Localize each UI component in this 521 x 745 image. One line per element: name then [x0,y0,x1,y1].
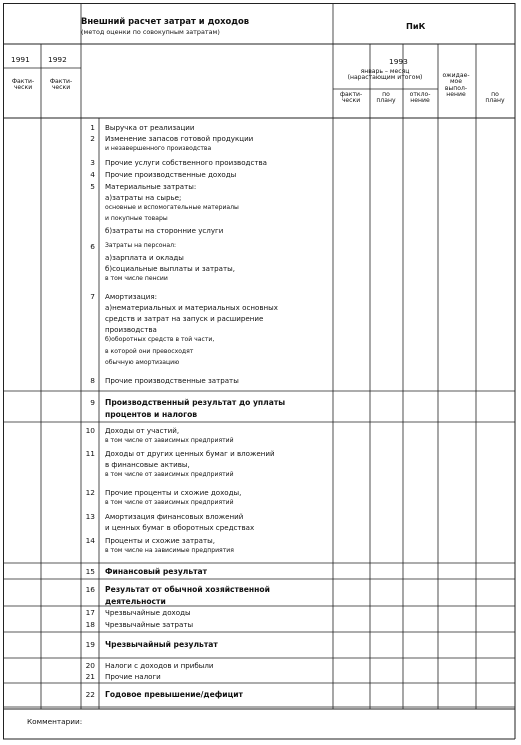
row-label: и незавершенного производства [105,145,212,153]
row-label: в которой они превосходят [105,347,194,355]
form-title: Внешний расчет затрат и доходов [81,16,250,26]
row-label: в том числе пенсии [105,275,168,283]
expected-header: ожидае- мое выпол- нение [442,72,470,99]
row-label: Амортизация финансовых вложений [105,512,244,521]
row-label: Чрезвычайный результат [105,640,218,649]
row-label: Материальные затраты: [105,182,197,191]
period-header: январь – месяц (нарастающим итогом) [347,68,423,82]
row-label: Чрезвычайные затраты [105,620,194,629]
row-number: 15 [85,567,95,576]
row-label: Годовое превышение/дефицит [105,690,243,699]
row-label: а)зарплата и оклады [105,253,184,263]
row-label: деятельности [105,597,166,607]
row-label: Выручка от реализации [105,123,195,132]
row-number: 12 [85,488,95,497]
cost-income-form [3,3,517,741]
year-1993-label: 1993 [389,57,408,66]
row-number: 19 [85,640,95,649]
row-label: производства [105,325,157,335]
row-number: 13 [85,512,95,521]
row-label: Прочие налоги [105,672,161,681]
row-label: Проценты и схожие затраты, [105,536,216,545]
row-label: в том числе от зависимых предприятий [105,471,234,479]
row-label: и ценных бумаг в оборотных средствах [105,523,255,533]
plan-1993-header: по плану [376,91,396,105]
actual-1991-header: Факти- чески [11,78,35,92]
row-label: Изменение запасов готовой продукции [105,134,254,143]
row-label: Чрезвычайные доходы [105,608,191,617]
row-label: Затраты на персонал: [105,242,177,249]
form-code: ПиК [406,21,426,31]
row-number: 9 [90,398,95,407]
row-number: 16 [85,585,95,594]
row-label: Амортизация: [105,292,158,301]
row-label: Доходы от участий, [105,426,180,435]
row-label: Производственный результат до уплаты [105,398,286,407]
row-label: а)затраты на сырье; [105,193,182,203]
row-label: процентов и налогов [105,410,198,420]
row-label: Прочие услуги собственного производства [105,158,267,167]
expected-plan-header: по плану [485,91,505,105]
actual-1992-header: Факти- чески [49,78,73,92]
year-1991-label: 1991 [11,55,30,64]
row-label: а)нематериальных и материальных основных [105,303,278,313]
row-label: в финансовые активы, [105,460,190,470]
row-label: основные и вспомогательные материалы [105,204,239,212]
row-label: и покупные товары [105,215,168,223]
row-label: Прочие производственные затраты [105,376,239,385]
row-label: в том числе на зависимые предприятия [105,547,234,555]
actual-1993-header: факти- чески [339,91,363,105]
row-number: 10 [85,426,95,435]
row-label: Доходы от других ценных бумаг и вложений [105,449,275,458]
row-label: б)затраты на сторонние услуги [105,226,224,236]
row-label: Финансовый результат [105,567,208,576]
row-number: 17 [85,608,95,617]
form-grid-lines [3,3,517,741]
row-label: в том числе от зависимых предприятий [105,499,234,507]
row-label: средств и затрат на запуск и расширение [105,314,264,324]
row-number: 8 [90,376,95,385]
row-label: Прочие проценты и схожие доходы, [105,488,242,497]
row-number: 20 [85,661,95,670]
row-number: 21 [85,672,95,681]
row-label: б)оборотных средств в той части, [105,336,215,344]
row-number: 7 [90,292,95,301]
row-number: 3 [90,158,95,167]
row-label: б)социальные выплаты и затраты, [105,264,235,274]
form-subtitle: (метод оценки по совокупным затратам) [81,28,220,36]
row-label: Прочие производственные доходы [105,170,237,179]
row-number: 22 [85,690,95,699]
row-number: 14 [85,536,95,545]
row-number: 1 [90,123,95,132]
row-number: 11 [85,449,95,458]
row-label: обычную амортизацию [105,358,180,366]
row-number: 5 [90,182,95,191]
row-number: 6 [90,242,95,251]
row-number: 4 [90,170,95,179]
comments-label: Комментарии: [27,717,83,726]
row-number: 2 [90,134,95,143]
deviation-header: откло- нение [409,91,431,105]
row-label: Налоги с доходов и прибыли [105,661,214,670]
row-label: в том числе от зависимых предприятий [105,437,234,445]
row-number: 18 [85,620,95,629]
year-1992-label: 1992 [48,55,67,64]
row-label: Результат от обычной хозяйственной [105,585,270,594]
